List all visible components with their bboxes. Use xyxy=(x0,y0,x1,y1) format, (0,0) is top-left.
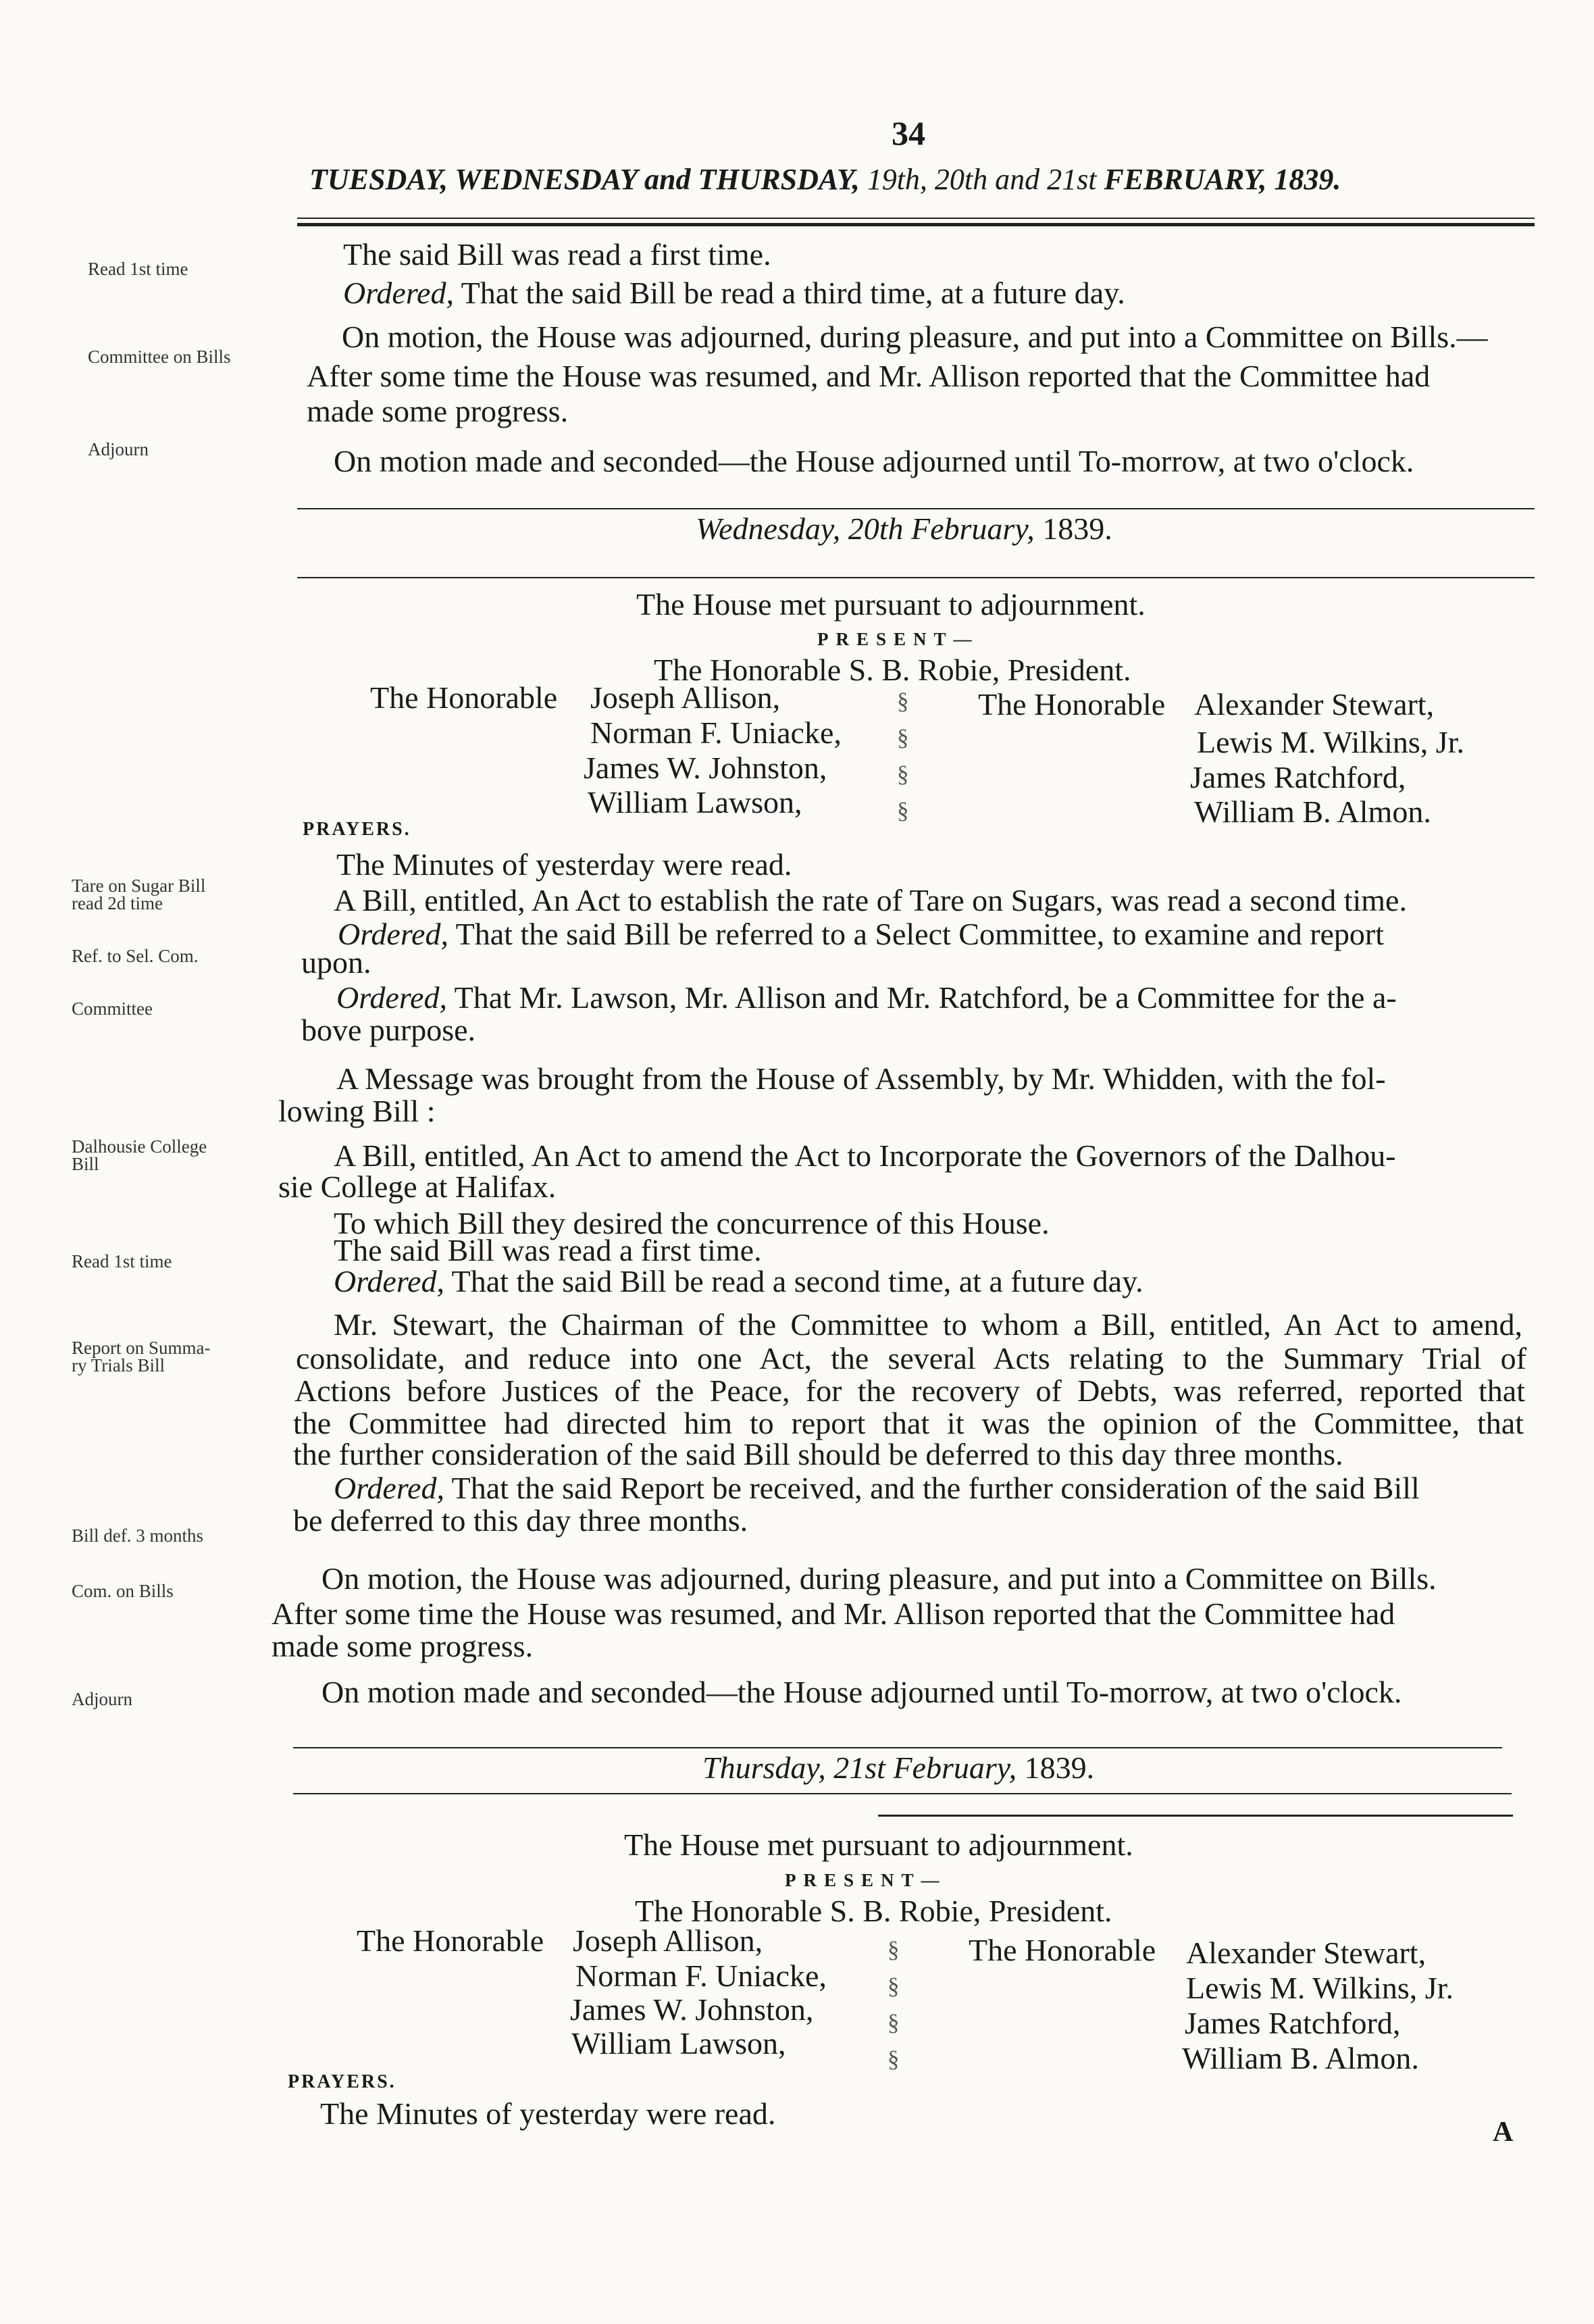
second-ordered-word: Ordered, xyxy=(334,1264,444,1298)
wednesday-right-prefix: The Honorable xyxy=(978,687,1166,722)
margin-note-report-1: Report on Summa- xyxy=(72,1338,211,1358)
wednesday-president: The Honorable S. B. Robie, President. xyxy=(654,653,1131,687)
section-rule-4 xyxy=(293,1793,1512,1794)
thursday-left-name-2: Norman F. Uniacke, xyxy=(575,1959,827,1993)
thursday-right-name-3: James Ratchford, xyxy=(1185,2006,1401,2040)
thursday-heading xyxy=(702,1751,1094,1785)
wednesday-left-name-3: James W. Johnston, xyxy=(584,751,827,785)
header-rule-top xyxy=(297,218,1535,219)
wednesday-left-name-1: Joseph Allison, xyxy=(590,680,781,715)
wednesday-section-mark-3: § xyxy=(897,761,909,787)
margin-note-read-1st-wed: Read 1st time xyxy=(72,1251,172,1271)
margin-note-read-1st: Read 1st time xyxy=(88,259,188,279)
margin-note-dalhousie-1: Dalhousie College xyxy=(72,1136,207,1157)
section-rule-2 xyxy=(297,577,1535,578)
margin-note-adjourn-wed: Adjourn xyxy=(72,1689,132,1709)
report-ordered-word: Ordered, xyxy=(334,1471,444,1505)
text-report-line-4: the Committee had directed him to report that it was the opinion of the Committee, that xyxy=(293,1406,1524,1440)
header-rule-bottom xyxy=(297,223,1535,226)
text-message-line-2: lowing Bill : xyxy=(278,1094,436,1128)
ref-line-1-text: That the said Bill be referred to a Select Committee, to examine and report xyxy=(455,917,1385,951)
text-message-line-1: A Message was brought from the House of Assembly, by Mr. Whidden, with the fol- xyxy=(336,1061,1386,1096)
text-com-bills-line-2: After some time the House was resumed, and Mr. Allison reported that the Committee had xyxy=(272,1596,1395,1631)
ordered-word: Ordered, xyxy=(343,276,454,310)
wednesday-present: PRESENT— xyxy=(817,629,979,649)
text-committee-line-2: bove purpose. xyxy=(301,1013,476,1047)
report-ordered-line-1-text: That the said Report be received, and the further consideration of the said Bill xyxy=(451,1471,1420,1505)
ref-ordered-word: Ordered, xyxy=(338,917,448,951)
section-rule-5 xyxy=(878,1815,1513,1817)
text-tare: A Bill, entitled, An Act to establish the rate of Tare on Sugars, was read a second time. xyxy=(334,883,1407,917)
thursday-left-prefix: The Honorable xyxy=(357,1923,544,1958)
section-rule-3 xyxy=(293,1747,1502,1748)
wednesday-left-name-2: Norman F. Uniacke, xyxy=(590,715,842,750)
margin-note-committee: Committee xyxy=(72,999,153,1019)
thursday-left-name-1: Joseph Allison, xyxy=(573,1923,763,1958)
thursday-heading-day: Thursday, xyxy=(702,1750,826,1785)
wednesday-left-name-4: William Lawson, xyxy=(588,785,802,819)
thursday-right-name-2: Lewis M. Wilkins, Jr. xyxy=(1186,1971,1454,2005)
thursday-prayers: PRAYERS. xyxy=(288,2071,396,2092)
page-number: 34 xyxy=(892,114,925,152)
text-read-first: The said Bill was read a first time. xyxy=(343,237,771,272)
text-committee-line-1 xyxy=(336,981,1397,1015)
wednesday-right-name-1: Alexander Stewart, xyxy=(1194,687,1435,722)
wednesday-heading-year: 1839. xyxy=(1042,511,1112,546)
margin-note-bill-deferred: Bill def. 3 months xyxy=(72,1525,203,1546)
running-header xyxy=(309,162,1341,197)
second-reading-text: That the said Bill be read a second time, at a future day. xyxy=(451,1264,1143,1298)
text-report-line-3: Actions before Justices of the Peace, for the recovery of Debts, was referred, reported that xyxy=(294,1373,1525,1408)
text-adjourn: On motion made and seconded—the House adjourned until To-morrow, at two o'clock. xyxy=(334,444,1414,478)
text-com-bills-line-3: made some progress. xyxy=(272,1629,534,1663)
header-days: TUESDAY, WEDNESDAY and THURSDAY, xyxy=(309,163,860,196)
thursday-met: The House met pursuant to adjournment. xyxy=(624,1827,1133,1862)
com-line-1-text: That Mr. Lawson, Mr. Allison and Mr. Ratchford, be a Committee for the a- xyxy=(454,980,1397,1015)
wednesday-heading-day: Wednesday, xyxy=(696,511,841,546)
thursday-heading-year: 1839. xyxy=(1024,1750,1095,1785)
wednesday-section-mark-2: § xyxy=(897,724,909,751)
section-rule-1 xyxy=(297,508,1535,509)
text-read-first-wed: The said Bill was read a first time. xyxy=(334,1233,762,1267)
thursday-left-name-4: William Lawson, xyxy=(571,2026,786,2061)
thursday-heading-date: 21st February, xyxy=(833,1750,1017,1785)
text-report-line-2: consolidate, and reduce into one Act, the several Acts relating to the Summary Trial of xyxy=(296,1341,1526,1375)
wednesday-right-name-2: Lewis M. Wilkins, Jr. xyxy=(1197,725,1464,759)
wednesday-right-name-4: William B. Almon. xyxy=(1194,794,1431,829)
wednesday-section-mark-1: § xyxy=(897,688,909,714)
catchword: A xyxy=(1493,2117,1514,2148)
margin-note-com-on-bills: Com. on Bills xyxy=(72,1581,174,1601)
text-report-ordered-line-2: be deferred to this day three months. xyxy=(293,1503,748,1538)
margin-note-adjourn: Adjourn xyxy=(88,439,149,459)
margin-note-report-2: ry Trials Bill xyxy=(72,1355,165,1375)
text-adjourn-wed: On motion made and seconded—the House adjourned until To-morrow, at two o'clock. xyxy=(322,1675,1402,1709)
margin-note-ref-sel-com: Ref. to Sel. Com. xyxy=(72,946,199,966)
thursday-right-name-4: William B. Almon. xyxy=(1182,2041,1419,2075)
text-report-line-5: the further consideration of the said Bill should be deferred to this day three months. xyxy=(293,1437,1343,1471)
thursday-right-prefix: The Honorable xyxy=(969,1933,1156,1967)
text-ordered-third xyxy=(343,276,1125,310)
wednesday-left-prefix: The Honorable xyxy=(370,680,558,715)
header-dates: 19th, 20th and 21st xyxy=(867,163,1097,196)
text-second-reading xyxy=(334,1265,1143,1298)
wednesday-heading xyxy=(696,512,1112,546)
header-month-year: FEBRUARY, 1839. xyxy=(1104,163,1341,196)
text-report-ordered-line-1 xyxy=(334,1471,1420,1505)
wednesday-met: The House met pursuant to adjournment. xyxy=(636,587,1146,622)
margin-note-committee-on-bills: Committee on Bills xyxy=(88,347,231,367)
text-committee-line-2: After some time the House was resumed, and Mr. Allison reported that the Committee had xyxy=(307,359,1431,393)
text-concurrence: To which Bill they desired the concurrence of this House. xyxy=(334,1206,1050,1240)
margin-note-dalhousie-2: Bill xyxy=(72,1154,99,1174)
thursday-section-mark-2: § xyxy=(888,1973,900,1999)
thursday-right-name-1: Alexander Stewart, xyxy=(1186,1936,1426,1970)
thursday-section-mark-4: § xyxy=(888,2046,900,2072)
thursday-minutes: The Minutes of yesterday were read. xyxy=(320,2096,776,2131)
text-dalhousie-line-2: sie College at Halifax. xyxy=(278,1169,557,1204)
text-ref-line-2: upon. xyxy=(301,945,371,980)
thursday-president: The Honorable S. B. Robie, President. xyxy=(635,1894,1112,1928)
wednesday-minutes: The Minutes of yesterday were read. xyxy=(336,847,792,882)
thursday-left-name-3: James W. Johnston, xyxy=(570,1992,814,2027)
wednesday-prayers: PRAYERS. xyxy=(303,819,411,840)
margin-note-tare-1: Tare on Sugar Bill xyxy=(72,876,206,896)
wednesday-right-name-3: James Ratchford, xyxy=(1190,760,1406,794)
text-ref-line-1 xyxy=(338,917,1384,951)
thursday-present: PRESENT— xyxy=(785,1870,947,1890)
text-committee-line-3: made some progress. xyxy=(307,394,569,428)
text-committee-line-1: On motion, the House was adjourned, during pleasure, and put into a Committee on Bills.— xyxy=(342,320,1488,354)
com-ordered-word: Ordered, xyxy=(336,980,447,1015)
margin-note-tare-2: read 2d time xyxy=(72,893,163,913)
thursday-section-mark-3: § xyxy=(888,2009,900,2036)
wednesday-section-mark-4: § xyxy=(897,797,909,824)
thursday-section-mark-1: § xyxy=(888,1936,900,1963)
wednesday-heading-date: 20th February, xyxy=(848,511,1035,546)
text-com-bills-line-1: On motion, the House was adjourned, during pleasure, and put into a Committee on Bills. xyxy=(322,1561,1437,1596)
ordered-third-text: That the said Bill be read a third time, at a future day. xyxy=(461,276,1125,310)
text-report-line-1: Mr. Stewart, the Chairman of the Committee to whom a Bill, entitled, An Act to amend, xyxy=(334,1307,1522,1342)
text-dalhousie-line-1: A Bill, entitled, An Act to amend the Act to Incorporate the Governors of the Dalhou- xyxy=(334,1138,1396,1173)
